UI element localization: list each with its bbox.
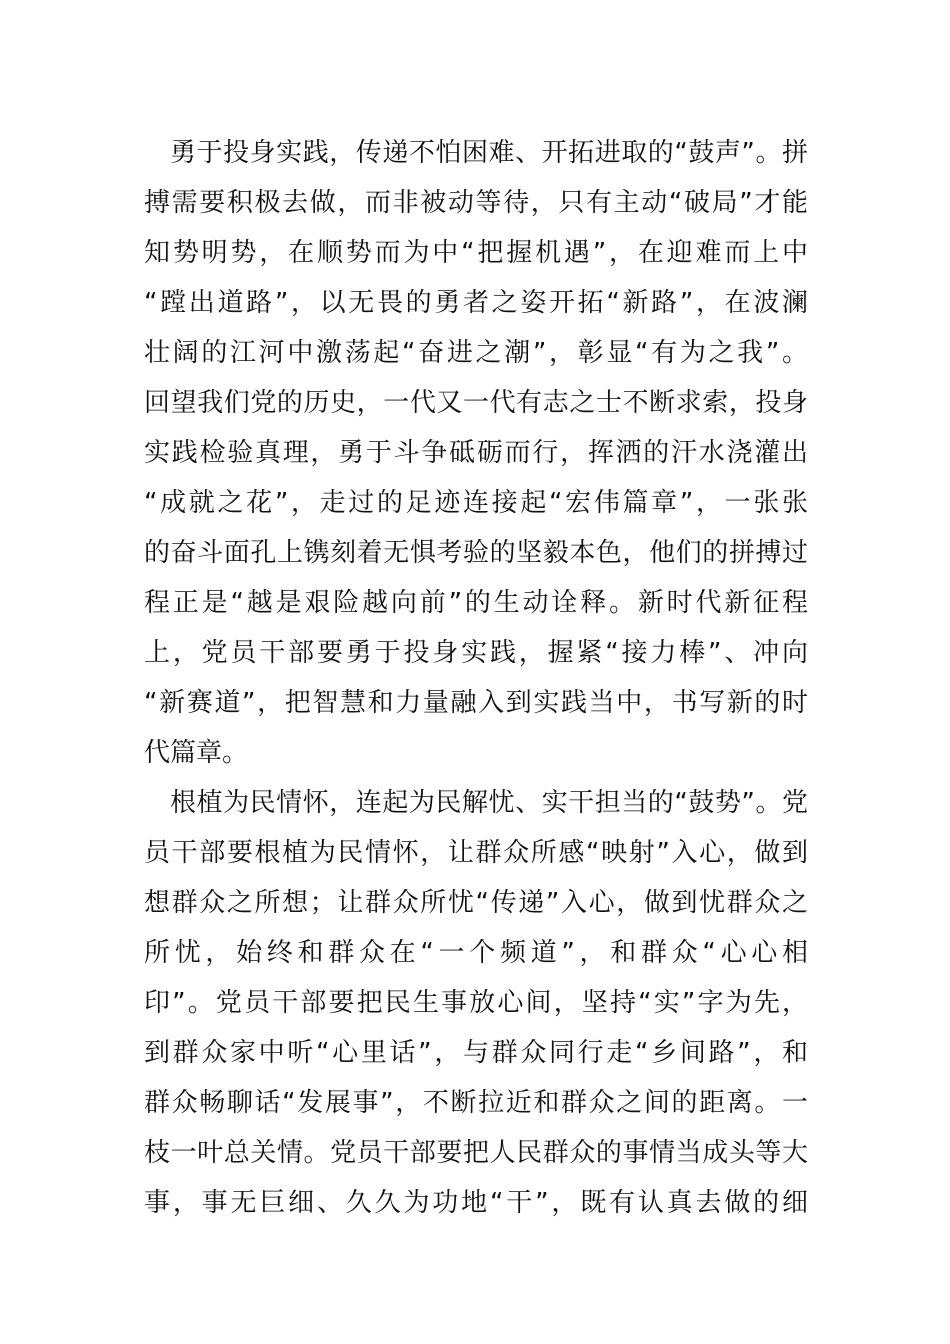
document-page xyxy=(144,128,808,1228)
text-line: 程正是“越是艰险越向前”的生动诠释。新时代新征程 xyxy=(144,588,808,618)
paragraph-2 xyxy=(144,778,808,1228)
text-line: “蹚出道路”，以无畏的勇者之姿开拓“新路”，在波澜 xyxy=(144,288,808,318)
text-line: 回望我们党的历史，一代又一代有志之士不断求索，投身 xyxy=(144,388,808,418)
text-line: 壮阔的江河中激荡起“奋进之潮”，彰显“有为之我”。 xyxy=(144,338,808,368)
text-line: 实践检验真理，勇于斗争砥砺而行，挥洒的汗水浇灌出 xyxy=(144,438,808,468)
text-line: 枝一叶总关情。党员干部要把人民群众的事情当成头等大 xyxy=(144,1138,808,1168)
text-line: 员干部要根植为民情怀，让群众所感“映射”入心，做到 xyxy=(144,838,808,868)
text-line: 勇于投身实践，传递不怕困难、开拓进取的“鼓声”。拼 xyxy=(170,138,808,168)
text-line: 代篇章。 xyxy=(144,738,249,768)
text-line: “新赛道”，把智慧和力量融入到实践当中，书写新的时 xyxy=(144,688,808,718)
text-line: 的奋斗面孔上镌刻着无惧考验的坚毅本色，他们的拼搏过 xyxy=(144,538,808,568)
text-line: 到群众家中听“心里话”，与群众同行走“乡间路”，和 xyxy=(144,1038,808,1068)
text-line: 搏需要积极去做，而非被动等待，只有主动“破局”才能 xyxy=(144,188,808,218)
text-line: 根植为民情怀，连起为民解忧、实干担当的“鼓势”。党 xyxy=(170,788,808,818)
paragraph-1 xyxy=(144,128,808,778)
text-line: 群众畅聊话“发展事”，不断拉近和群众之间的距离。一 xyxy=(144,1088,808,1118)
text-line: 知势明势，在顺势而为中“把握机遇”，在迎难而上中 xyxy=(144,238,808,268)
text-line: 所忧，始终和群众在“一个频道”，和群众“心心相 xyxy=(144,938,808,968)
text-line: 印”。党员干部要把民生事放心间，坚持“实”字为先， xyxy=(144,988,808,1018)
text-line: 事，事无巨细、久久为功地“干”，既有认真去做的细 xyxy=(144,1188,808,1218)
text-line: 想群众之所想；让群众所忧“传递”入心，做到忧群众之 xyxy=(144,888,808,918)
text-line: 上，党员干部要勇于投身实践，握紧“接力棒”、冲向 xyxy=(144,638,808,668)
text-line: “成就之花”，走过的足迹连接起“宏伟篇章”，一张张 xyxy=(144,488,808,518)
